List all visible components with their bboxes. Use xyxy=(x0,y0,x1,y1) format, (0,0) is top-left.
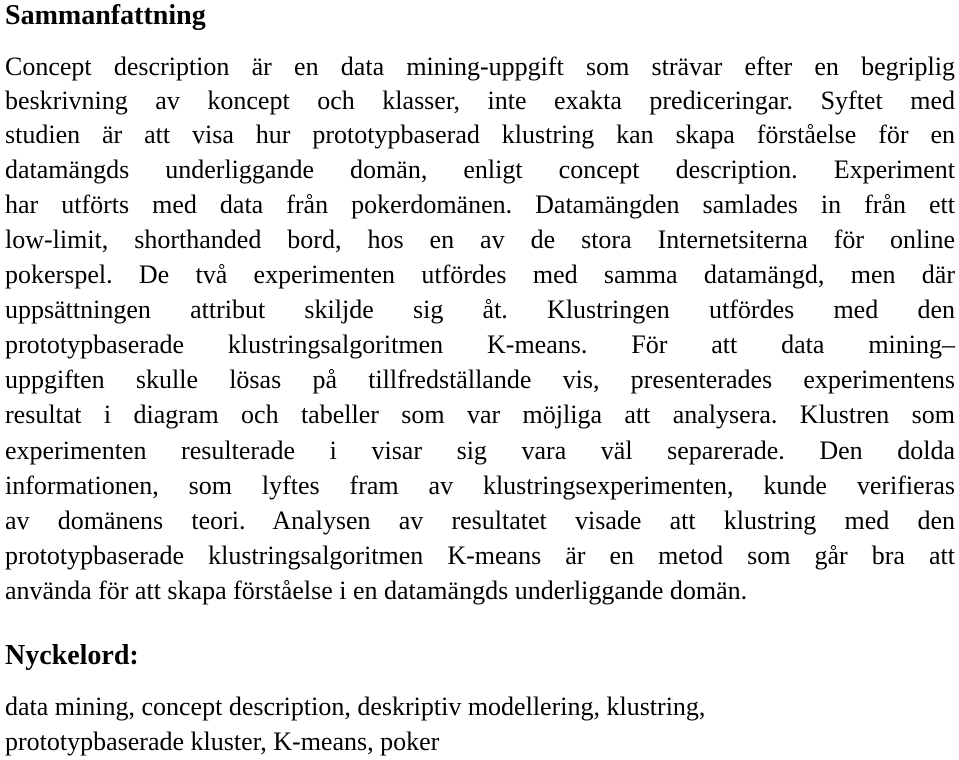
keywords-line: data mining, concept description, deskriptiv modellering, klustring, xyxy=(5,692,706,721)
summary-line: uppsättningen attribut skiljde sig åt. Klustringen utfördes med den xyxy=(5,295,955,324)
summary-line: informationen, som lyftes fram av klustringsexperimenten, kunde verifieras xyxy=(5,471,955,500)
summary-line: datamängds underliggande domän, enligt concept description. Experiment xyxy=(5,155,955,184)
summary-line: Concept description är en data mining-uppgift som strävar efter en begriplig xyxy=(5,52,955,81)
summary-line: beskrivning av koncept och klasser, inte exakta prediceringar. Syftet med xyxy=(5,86,955,115)
keywords-line: prototypbaserade kluster, K-means, poker xyxy=(5,727,440,756)
summary-line: experimenten resulterade i visar sig vara väl separerade. Den dolda xyxy=(5,436,955,465)
summary-line: har utförts med data från pokerdomänen. Datamängden samlades in från ett xyxy=(5,190,955,219)
summary-line: prototypbaserade klustringsalgoritmen K-means. För att data mining– xyxy=(5,330,955,359)
summary-line: low-limit, shorthanded bord, hos en av de stora Internetsiterna för online xyxy=(5,225,955,254)
summary-line: använda för att skapa förståelse i en datamängds underliggande domän. xyxy=(5,576,748,605)
summary-line: resultat i diagram och tabeller som var möjliga att analysera. Klustren som xyxy=(5,400,955,429)
summary-heading: Sammanfattning xyxy=(5,0,206,31)
summary-line: studien är att visa hur prototypbaserad klustring kan skapa förståelse för en xyxy=(5,120,955,149)
keywords-heading: Nyckelord: xyxy=(5,640,139,671)
summary-line: pokerspel. De två experimenten utfördes med samma datamängd, men där xyxy=(5,260,955,289)
summary-line: uppgiften skulle lösas på tillfredställande vis, presenterades experimentens xyxy=(5,365,955,394)
summary-line: prototypbaserade klustringsalgoritmen K-means är en metod som går bra att xyxy=(5,541,955,570)
summary-line: av domänens teori. Analysen av resultatet visade att klustring med den xyxy=(5,506,955,535)
